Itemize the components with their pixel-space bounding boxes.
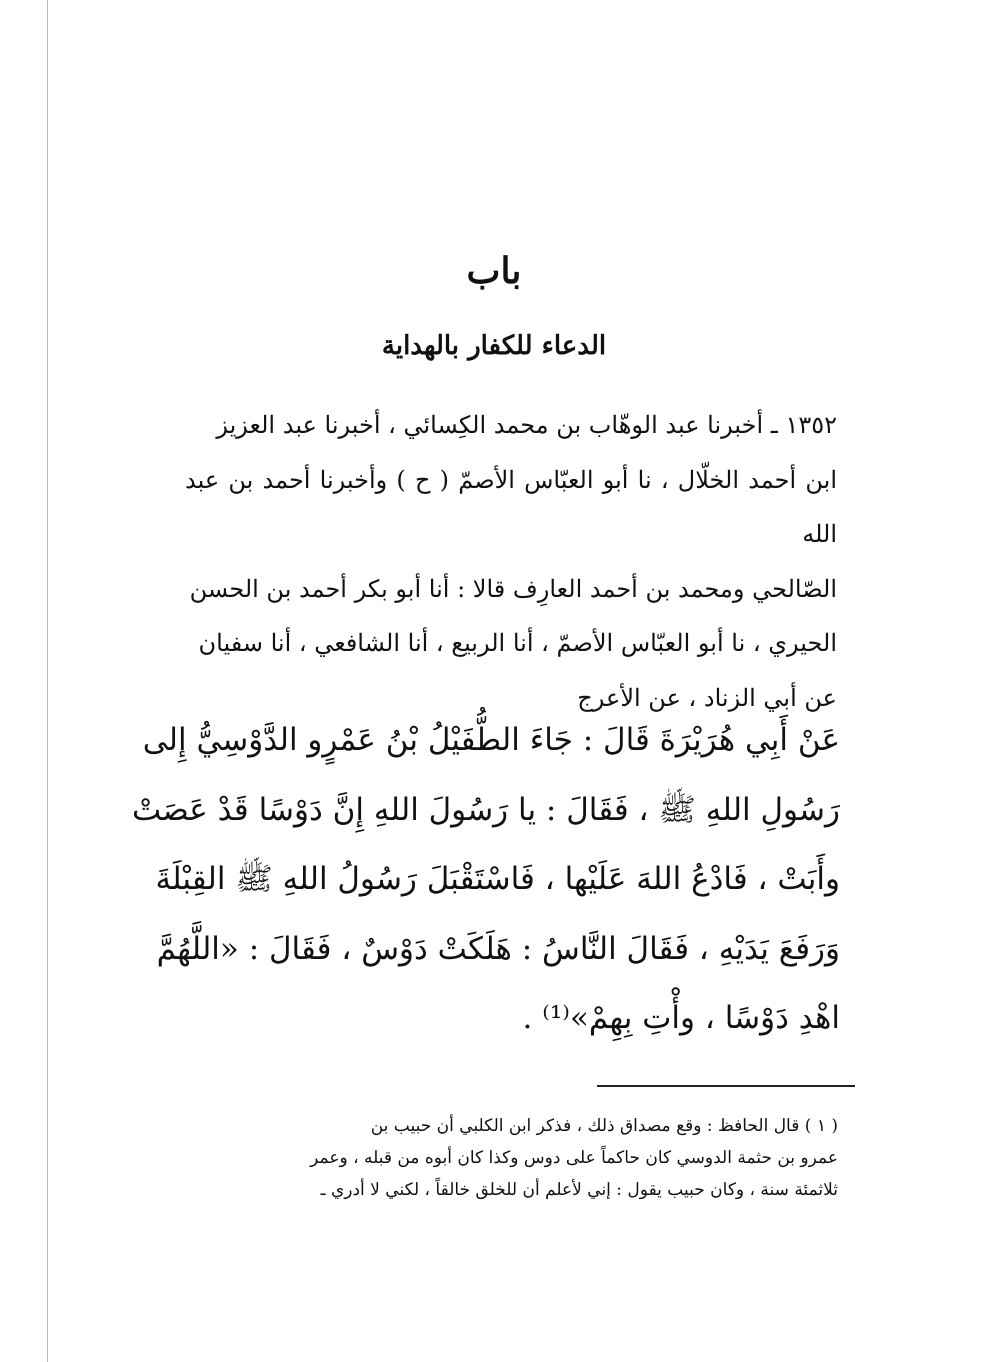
chapter-title: الدعاء للكفار بالهداية <box>381 331 607 361</box>
footnote-line: ثلاثمئة سنة ، وكان حبيب يقول : إني لأعلم أن للخلق خالقاً ، لكني لا أدري ـ <box>320 1180 838 1200</box>
matn-line: وأَبَتْ ، فَادْعُ اللهَ عَلَيْها ، فَاسْتَقْبَلَ رَسُولُ اللهِ ﷺ القِبْلَةَ <box>155 861 840 897</box>
isnad-line: ١٣٥٢ ـ أخبرنا عبد الوهّاب بن محمد الكِسائي ، أخبرنا عبد العزيز <box>216 411 837 439</box>
isnad-line: الحيري ، نا أبو العبّاس الأصمّ ، أنا الربيع ، أنا الشافعي ، أنا سفيان <box>198 629 837 657</box>
footnote-line: ( ١ ) قال الحافظ : وقع مصداق ذلك ، فذكر ابن الكلبي أن حبيب بن <box>370 1116 838 1136</box>
isnad-line: الصّالحي ومحمد بن أحمد العارِف قالا : أنا أبو بكر أحمد بن الحسن <box>189 574 837 603</box>
matn-line: عَنْ أَبِي هُرَيْرَةَ قَالَ : جَاءَ الطُّفَيْلُ بْنُ عَمْرٍو الدَّوْسِيُّ إِلى <box>142 722 840 758</box>
left-margin-rule <box>47 0 48 1362</box>
isnad-paragraph <box>185 398 837 725</box>
footnote <box>190 1110 838 1206</box>
isnad-line: عن أبي الزناد ، عن الأعرج <box>577 683 837 712</box>
matn-paragraph <box>131 706 840 1054</box>
chapter-heading: باب <box>466 250 522 292</box>
matn-line: اهْدِ دَوْسًا ، وأْتِ بِهِمْ»⁽¹⁾ . <box>522 1000 840 1036</box>
matn-line: وَرَفَعَ يَدَيْهِ ، فَقَالَ النَّاسُ : هَلَكَتْ دَوْسٌ ، فَقَالَ : «اللَّهُمَّ <box>156 930 840 967</box>
isnad-line: ابن أحمد الخلّال ، نا أبو العبّاس الأصمّ ( ح ) وأخبرنا أحمد بن عبد الله <box>185 465 837 548</box>
footnote-separator <box>597 1085 855 1087</box>
matn-line: رَسُولِ اللهِ ﷺ ، فَقَالَ : يا رَسُولَ اللهِ إِنَّ دَوْسًا قَدْ عَصَتْ <box>131 791 840 828</box>
footnote-line: عمرو بن حثمة الدوسي كان حاكماً على دوس وكذا كان أبوه من قبله ، وعمر <box>310 1148 838 1168</box>
